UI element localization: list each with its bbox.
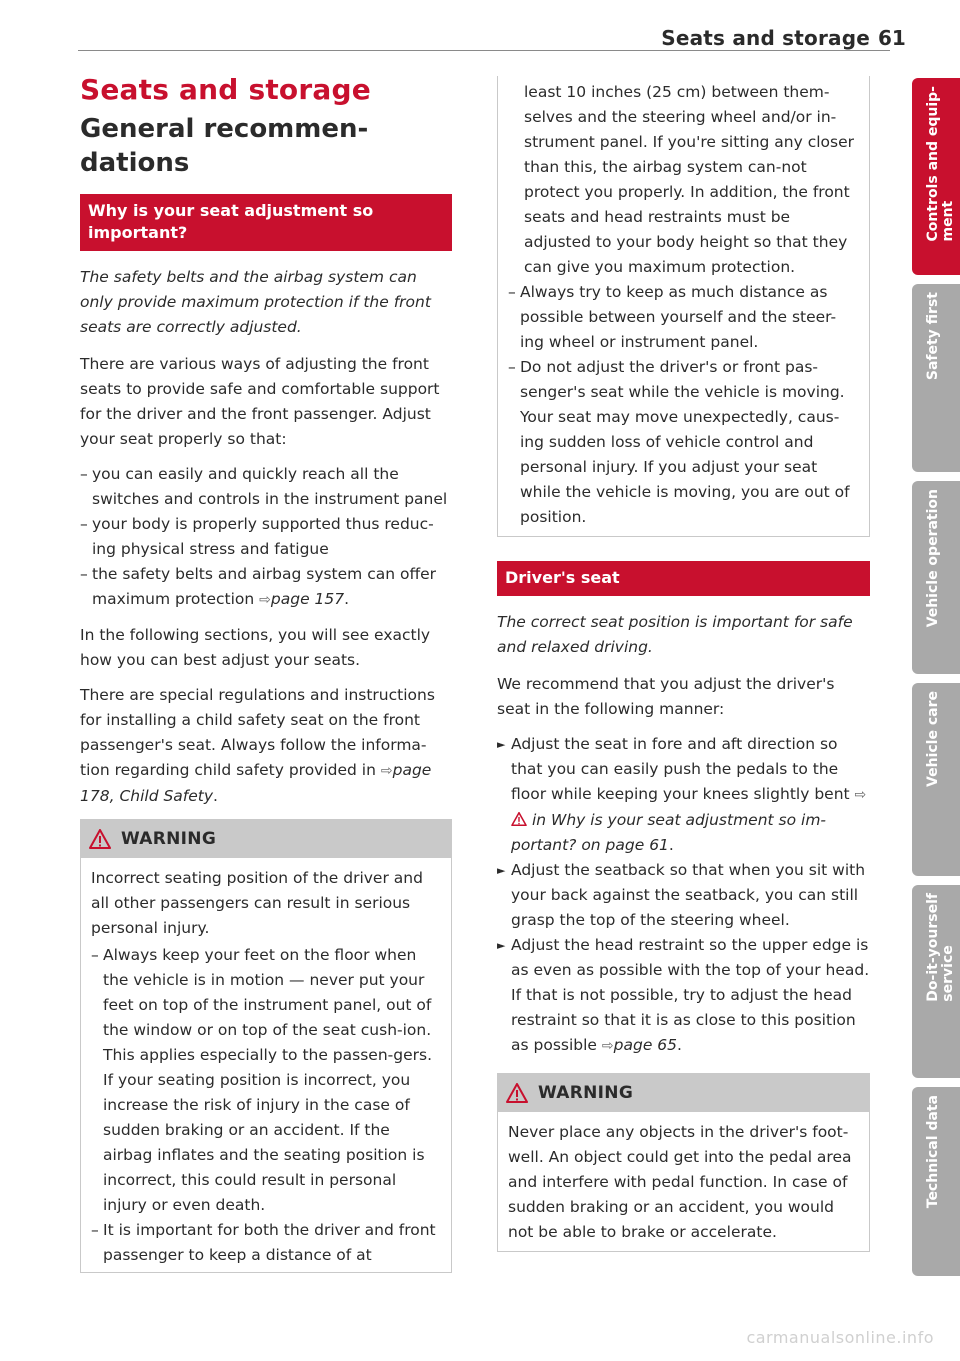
arrow-ref-icon: ⇨: [259, 592, 271, 608]
warning-triangle-icon: [506, 1083, 528, 1103]
adjustment-steps-list: [497, 732, 870, 1059]
warning-title: WARNING: [121, 829, 217, 849]
paragraph: We recommend that you adjust the driver's seat in the following manner:: [497, 675, 835, 718]
warning-box: [80, 819, 452, 1273]
warning-body: [81, 858, 451, 1272]
adjustment-goals-list: [80, 462, 452, 613]
list-item: – you can easily and quickly reach all the switches and controls in the instrument panel: [80, 465, 448, 508]
right-column: [497, 76, 870, 1252]
paragraph: There are various ways of adjusting the front seats to provide safe and comfortable support for the driver and the front passenger. Adjust your seat properly so that:: [80, 355, 440, 448]
chapter-tab-strip: [912, 78, 960, 1285]
warning-text: Incorrect seating position of the driver and all other passengers can result in serious personal injury.: [91, 869, 423, 937]
page-reference-link[interactable]: in Why is your seat adjustment so im-portant? on page 61: [511, 811, 827, 854]
step-item: ► Adjust the head restraint so the upper edge is as even as possible with the top of your head. If that is not possible, try to adjust the head restraint so that it is as close to this position as possible ⇨page 65.: [497, 936, 870, 1054]
watermark: carmanualsonline.info: [746, 1328, 934, 1347]
list-item: – the safety belts and airbag system can offer maximum protection ⇨page 157.: [80, 565, 437, 608]
tab-vehicle-operation[interactable]: [912, 481, 960, 674]
warning-text-continued: least 10 inches (25 cm) between them-selves and the steering wheel and/or in-strument panel. If you're sitting any closer than this, the airbag system can-not protect you properly. In addition, the front seats and head restraints must be adjusted to your body height so that they can give you maximum protection.: [524, 83, 855, 276]
tab-label: Vehicle care: [925, 691, 941, 787]
topic-intro: The safety belts and the airbag system can only provide maximum protection if the front seats are correctly adjusted.: [80, 268, 431, 336]
list-item: – your body is properly supported thus reduc-ing physical stress and fatigue: [80, 515, 434, 558]
list-item: – Always keep your feet on the floor when the vehicle is in motion — never put your feet on top of the instrument panel, out of the window or on top of the seat cush-ion. This applies especially to the passen-gers. If your seating position is incorrect, you increase the risk of injury in the case of sudden braking or an accident. If the airbag inflates and the seating position is incorrect, this could result in personal injury or even death.: [91, 946, 432, 1214]
warning-title: WARNING: [538, 1083, 634, 1103]
left-column: [80, 72, 452, 1273]
page-number: 61: [878, 26, 906, 50]
page-reference-link[interactable]: page 157: [270, 590, 345, 608]
warning-box: [497, 1073, 870, 1252]
tab-label: Safety first: [925, 292, 941, 381]
tab-safety-first[interactable]: [912, 284, 960, 472]
step-item: ► Adjust the seatback so that when you sit with your back against the seatback, you can still grasp the top of the steering wheel.: [497, 861, 866, 929]
header-rule: [78, 50, 890, 51]
paragraph: There are special regulations and instructions for installing a child safety seat on the front passenger's seat. Always follow the informa-tion regarding child safety provided in ⇨page 178, Child Safety.: [80, 686, 435, 805]
warning-header: [81, 820, 451, 858]
warning-list: [508, 280, 859, 530]
tab-do-it-yourself-service[interactable]: [912, 885, 960, 1078]
section-title: General recommen-dations: [80, 114, 369, 178]
topic-intro: The correct seat position is important for safe and relaxed driving.: [497, 613, 853, 656]
warning-header: [498, 1074, 869, 1112]
topic-heading-seat-adjustment: Why is your seat adjustment so important?: [80, 194, 452, 251]
arrow-ref-icon: ⇨: [601, 1038, 614, 1054]
warning-body: [498, 1112, 869, 1251]
list-item: – Do not adjust the driver's or front pas-senger's seat while the vehicle is moving. Your seat may move unexpectedly, caus-ing sudden loss of vehicle control and personal injury. If you adjust your seat while the vehicle is moving, you are out of position.: [508, 358, 850, 526]
tab-label: Technical data: [925, 1095, 941, 1209]
page-reference-link[interactable]: page 178, Child Safety: [80, 761, 432, 805]
tab-label: Do-it-yourself service: [925, 893, 956, 1002]
warning-box-continued: [497, 76, 870, 537]
tab-label: Controls and equip- ment: [925, 86, 956, 242]
warning-text: Never place any objects in the driver's foot-well. An object could get into the pedal area and interfere with pedal function. In case of sudden braking or an accident, you would not be able to brake or accelerate.: [508, 1123, 852, 1241]
topic-heading-drivers-seat: Driver's seat: [497, 561, 870, 596]
chapter-title: Seats and storage: [80, 73, 371, 106]
page-reference-link[interactable]: page 65: [613, 1036, 678, 1054]
tab-label: Vehicle operation: [925, 489, 941, 628]
tab-controls-and-equipment[interactable]: [912, 78, 960, 275]
arrow-ref-icon: ⇨: [854, 787, 867, 803]
warning-triangle-icon: [511, 812, 527, 826]
tab-vehicle-care[interactable]: [912, 683, 960, 876]
tab-technical-data[interactable]: [912, 1087, 960, 1276]
list-item: – Always try to keep as much distance as possible between yourself and the steer-ing wheel or instrument panel.: [508, 283, 837, 351]
warning-triangle-icon: [89, 829, 111, 849]
list-item: – It is important for both the driver and front passenger to keep a distance of at: [91, 1221, 436, 1264]
arrow-ref-icon: ⇨: [380, 763, 393, 779]
step-item: ► Adjust the seat in fore and aft direction so that you can easily push the pedals to the floor while keeping your knees slightly bent ⇨ in Why is your seat adjustment so im-portant? on page 61.: [497, 735, 867, 854]
running-header-title: Seats and storage: [661, 26, 870, 50]
paragraph: In the following sections, you will see exactly how you can best adjust your seats.: [80, 626, 431, 669]
warning-list: [91, 943, 441, 1268]
